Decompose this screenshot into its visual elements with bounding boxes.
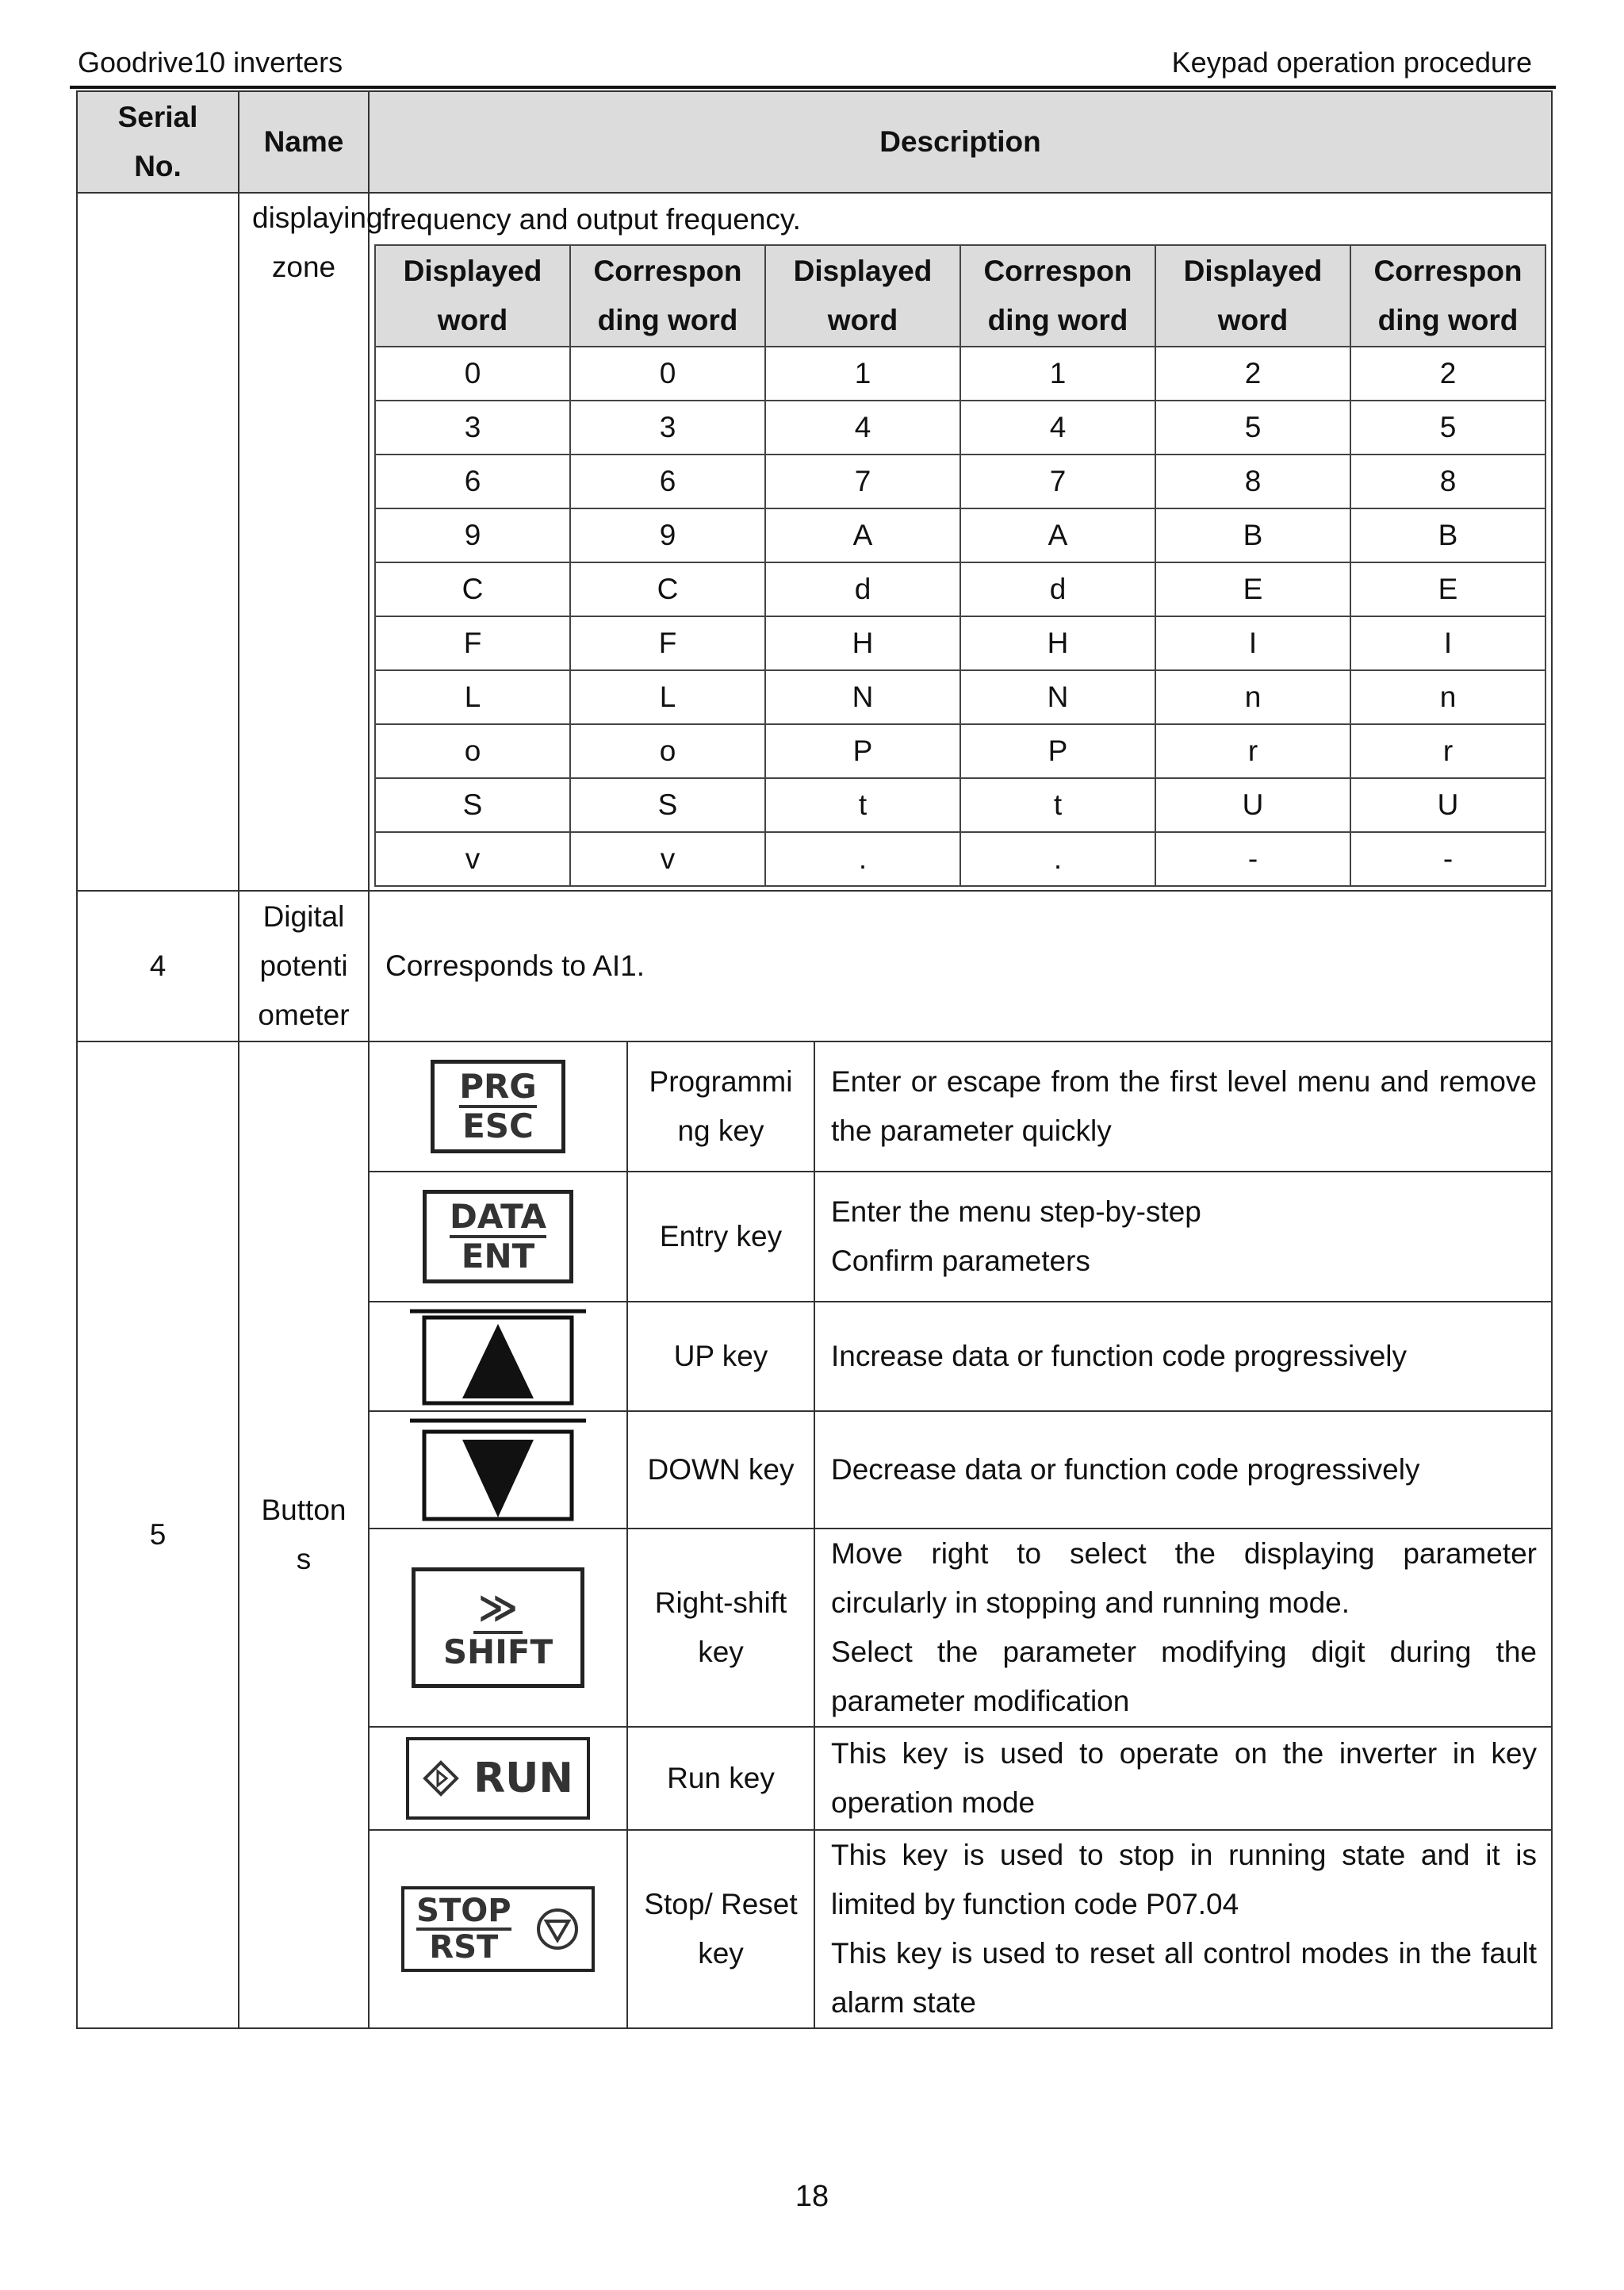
inner-cell: 2 — [1155, 347, 1350, 401]
data-ent-key-icon — [423, 1190, 573, 1283]
inner-cell: 8 — [1350, 455, 1545, 508]
down-arrow-key-icon — [407, 1416, 589, 1524]
key-face-bottom: SHIFT — [442, 1632, 553, 1671]
inner-cell: r — [1155, 724, 1350, 778]
key-face-top: ≫ — [473, 1585, 523, 1634]
key-description: This key is used to operate on the inverter in key operation mode — [831, 1737, 1537, 1819]
inner-cell: 9 — [570, 508, 765, 562]
inner-cell: 4 — [960, 401, 1155, 455]
inner-header: Displayed word — [765, 245, 960, 347]
name-cell-display — [239, 193, 383, 891]
key-description-line: This key is used to reset all control modes in the fault alarm state — [831, 1937, 1537, 2019]
name-display: displaying zone — [252, 201, 383, 283]
key-description-cell — [814, 1041, 1552, 1172]
inner-cell: P — [960, 724, 1155, 778]
inner-cell: o — [570, 724, 765, 778]
inner-cell: v — [375, 832, 570, 886]
inner-cell: N — [765, 670, 960, 724]
page-number: 18 — [795, 2180, 829, 2213]
inner-cell: 0 — [570, 347, 765, 401]
serial-4: 4 — [149, 949, 167, 982]
inner-cell: A — [960, 508, 1155, 562]
keypad-table — [76, 90, 1553, 2029]
display-intro: frequency and output frequency. — [382, 203, 801, 236]
inner-header: Correspon ding word — [570, 245, 765, 347]
key-description: Increase data or function code progressively — [831, 1340, 1408, 1372]
table-row-key — [77, 1041, 1552, 1172]
stop-rst-key-icon — [401, 1886, 595, 1972]
key-name: Entry key — [659, 1220, 783, 1252]
key-icon-cell — [369, 1172, 627, 1302]
inner-row — [375, 508, 1545, 562]
run-diamond-icon — [423, 1760, 459, 1797]
inner-cell: U — [1350, 778, 1545, 832]
inner-cell: N — [960, 670, 1155, 724]
key-description-line: Move right to select the displaying parameter circularly in stopping and running mode. — [831, 1537, 1537, 1619]
key-description-line: Enter the menu step-by-step — [831, 1195, 1201, 1228]
inner-cell: v — [570, 832, 765, 886]
header-description: Description — [369, 91, 1552, 193]
inner-cell: - — [1155, 832, 1350, 886]
inner-cell: . — [765, 832, 960, 886]
inner-cell: n — [1350, 670, 1545, 724]
inner-cell: S — [375, 778, 570, 832]
inner-cell: . — [960, 832, 1155, 886]
inner-cell: t — [765, 778, 960, 832]
inner-cell: P — [765, 724, 960, 778]
serial-cell-5 — [77, 1041, 239, 2028]
inner-header: Displayed word — [1155, 245, 1350, 347]
key-name: Stop/ Reset key — [644, 1888, 798, 1970]
inner-cell: I — [1350, 616, 1545, 670]
inner-cell: 1 — [765, 347, 960, 401]
table-row-potentiometer — [77, 891, 1552, 1041]
key-name-cell — [627, 1830, 814, 2028]
inner-cell: U — [1155, 778, 1350, 832]
key-description: Enter or escape from the first level menu and remove the parameter quickly — [831, 1065, 1537, 1147]
prg-esc-key-icon — [431, 1060, 565, 1153]
stop-circle-icon — [535, 1907, 580, 1951]
inner-cell: L — [375, 670, 570, 724]
header-rule — [70, 86, 1556, 89]
inner-cell: C — [570, 562, 765, 616]
inner-cell: n — [1155, 670, 1350, 724]
key-name-cell — [627, 1041, 814, 1172]
inner-cell: C — [375, 562, 570, 616]
key-description — [815, 1529, 1551, 1726]
header-serial: Serial No. — [77, 91, 239, 193]
inner-cell: 3 — [570, 401, 765, 455]
inner-cell: B — [1350, 508, 1545, 562]
inner-row — [375, 401, 1545, 455]
key-name-cell — [627, 1727, 814, 1830]
inner-cell: E — [1350, 562, 1545, 616]
inner-cell: 4 — [765, 401, 960, 455]
inner-cell: 3 — [375, 401, 570, 455]
key-face: RUN — [473, 1755, 573, 1802]
key-name: Run key — [667, 1762, 775, 1794]
name-cell-buttons — [239, 1041, 369, 2028]
key-description — [815, 1831, 1551, 2027]
inner-header: Correspon ding word — [1350, 245, 1545, 347]
inner-cell: 0 — [375, 347, 570, 401]
inner-cell: r — [1350, 724, 1545, 778]
inner-cell: F — [375, 616, 570, 670]
key-face-top: STOP — [416, 1893, 511, 1929]
run-key-icon — [406, 1737, 590, 1820]
key-name: Programmi ng key — [649, 1065, 793, 1147]
serial-cell-3 — [77, 193, 239, 891]
key-name: DOWN key — [647, 1453, 795, 1486]
inner-cell: 6 — [375, 455, 570, 508]
inner-cell: H — [765, 616, 960, 670]
key-description: Decrease data or function code progressively — [831, 1453, 1420, 1486]
inner-cell: S — [570, 778, 765, 832]
key-description-cell — [814, 1830, 1552, 2028]
inner-cell: 7 — [765, 455, 960, 508]
serial-cell-4 — [77, 891, 239, 1041]
inner-cell: A — [765, 508, 960, 562]
inner-cell: 5 — [1350, 401, 1545, 455]
key-description-line: Confirm parameters — [831, 1245, 1090, 1277]
description-cell-potentiometer — [369, 891, 1552, 1041]
key-name: Right-shift key — [654, 1586, 787, 1668]
key-face-bottom: ENT — [461, 1237, 535, 1275]
key-icon-cell — [369, 1830, 627, 2028]
inner-header: Correspon ding word — [960, 245, 1155, 347]
inner-row — [375, 778, 1545, 832]
key-description-cell — [814, 1411, 1552, 1529]
inner-cell: t — [960, 778, 1155, 832]
name-potentiometer: Digital potenti ometer — [258, 900, 350, 1031]
inner-row — [375, 455, 1545, 508]
key-name-cell — [627, 1302, 814, 1411]
inner-row — [375, 832, 1545, 886]
inner-cell: d — [960, 562, 1155, 616]
key-description-cell — [814, 1302, 1552, 1411]
inner-row — [375, 616, 1545, 670]
inner-cell: 6 — [570, 455, 765, 508]
key-icon-cell — [369, 1727, 627, 1830]
name-cell-potentiometer — [239, 891, 369, 1041]
description-potentiometer: Corresponds to AI1. — [385, 949, 645, 982]
inner-cell: 9 — [375, 508, 570, 562]
inner-cell: d — [765, 562, 960, 616]
key-description — [815, 1187, 1551, 1286]
inner-cell: L — [570, 670, 765, 724]
inner-header: Displayed word — [375, 245, 570, 347]
inner-cell: 2 — [1350, 347, 1545, 401]
header-left: Goodrive10 inverters — [78, 46, 343, 79]
key-face-bottom: ESC — [462, 1107, 534, 1145]
key-face-top: PRG — [459, 1068, 537, 1108]
inner-row — [375, 670, 1545, 724]
key-description-line: This key is used to stop in running state and it is limited by function code P07.04 — [831, 1839, 1537, 1920]
inner-cell: F — [570, 616, 765, 670]
key-name-cell — [627, 1529, 814, 1727]
table-row-display — [77, 193, 1552, 891]
header-right: Keypad operation procedure — [1171, 46, 1532, 79]
key-description-cell — [814, 1172, 1552, 1302]
serial-5: 5 — [149, 1518, 167, 1551]
inner-row — [375, 562, 1545, 616]
key-name-cell — [627, 1411, 814, 1529]
inner-cell: 8 — [1155, 455, 1350, 508]
key-icon-cell — [369, 1041, 627, 1172]
inner-cell: H — [960, 616, 1155, 670]
key-description-cell — [814, 1529, 1552, 1727]
key-description-cell — [814, 1727, 1552, 1830]
key-face-bottom: RST — [429, 1929, 499, 1966]
key-description-line: Select the parameter modifying digit during the parameter modification — [831, 1636, 1537, 1717]
inner-cell: I — [1155, 616, 1350, 670]
key-name: UP key — [673, 1340, 768, 1372]
key-name-cell — [627, 1172, 814, 1302]
display-word-table — [374, 244, 1546, 887]
key-icon-cell — [369, 1302, 627, 1411]
inner-cell: - — [1350, 832, 1545, 886]
key-icon-cell — [369, 1529, 627, 1727]
shift-key-icon — [412, 1567, 584, 1688]
key-icon-cell — [369, 1411, 627, 1529]
up-arrow-key-icon — [407, 1306, 589, 1406]
inner-row — [375, 347, 1545, 401]
name-buttons: Button s — [261, 1494, 347, 1575]
key-face-top: DATA — [450, 1199, 546, 1238]
inner-cell: E — [1155, 562, 1350, 616]
inner-row — [375, 724, 1545, 778]
inner-cell: B — [1155, 508, 1350, 562]
description-cell-display — [369, 193, 1552, 891]
header-name: Name — [239, 91, 369, 193]
inner-cell: 5 — [1155, 401, 1350, 455]
inner-cell: 7 — [960, 455, 1155, 508]
inner-cell: o — [375, 724, 570, 778]
inner-cell: 1 — [960, 347, 1155, 401]
